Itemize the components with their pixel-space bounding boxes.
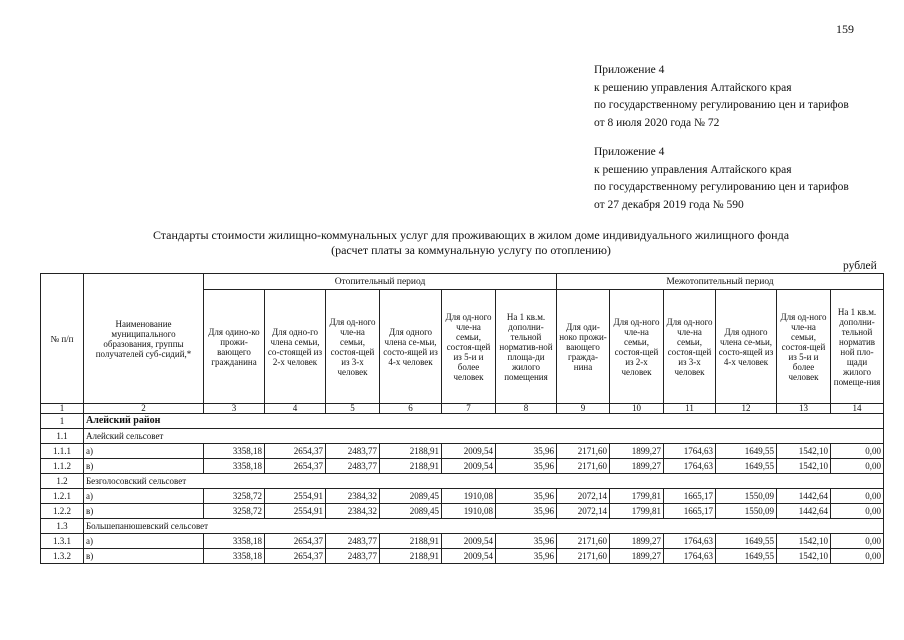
settlement-num: 1.3 [41, 519, 84, 534]
value-cell: 35,96 [496, 534, 557, 549]
value-cell: 35,96 [496, 549, 557, 564]
value-cell: 1649,55 [716, 459, 777, 474]
table-row [41, 534, 884, 549]
settlement-num: 1.1 [41, 429, 84, 444]
column-numbers-row [41, 404, 884, 414]
value-cell: 1542,10 [777, 444, 831, 459]
appendix-line: Приложение 4 [594, 146, 665, 158]
value-cell: 2009,54 [442, 549, 496, 564]
value-cell: 3258,72 [204, 489, 265, 504]
district-name: Алейский район [84, 414, 884, 429]
value-cell: 2384,32 [326, 504, 380, 519]
header-column: Для од-ного чле-на семьи, состоя-щей из 3-х человек [664, 290, 716, 404]
appendix-line: от 8 июля 2020 года № 72 [594, 116, 720, 129]
recipient-group: а) [84, 489, 204, 504]
value-cell: 2188,91 [380, 459, 442, 474]
appendix-block-1 [594, 62, 849, 132]
page-number: 159 [836, 22, 854, 36]
table-body [41, 404, 884, 564]
value-cell: 2089,45 [380, 504, 442, 519]
value-cell: 2483,77 [326, 534, 380, 549]
column-number: 13 [777, 404, 831, 414]
value-cell: 35,96 [496, 504, 557, 519]
value-cell: 1649,55 [716, 444, 777, 459]
column-number: 10 [610, 404, 664, 414]
document-title-line: Стандарты стоимости жилищно-коммунальных услуг для проживающих в жилом доме индивидуального жилищного фонда [152, 228, 790, 242]
header-column: Для одного члена се-мьи, состо-ящей из 4-х человек [380, 290, 442, 404]
header-column: Для од-ного чле-на семьи, состоя-щей из 2-х человек [610, 290, 664, 404]
settlement-name: Алейский сельсовет [84, 429, 884, 444]
value-cell: 2072,14 [557, 504, 610, 519]
column-number: 9 [557, 404, 610, 414]
value-cell: 1799,81 [610, 489, 664, 504]
value-cell: 1764,63 [664, 459, 716, 474]
value-cell: 2089,45 [380, 489, 442, 504]
value-cell: 1764,63 [664, 534, 716, 549]
value-cell: 35,96 [496, 444, 557, 459]
value-cell: 1649,55 [716, 549, 777, 564]
header-interheating-period: Межотопительный период [557, 274, 884, 290]
column-number: 12 [716, 404, 777, 414]
value-cell: 1550,09 [716, 489, 777, 504]
column-number: 11 [664, 404, 716, 414]
column-number: 1 [41, 404, 84, 414]
column-number: 4 [265, 404, 326, 414]
value-cell: 1899,27 [610, 549, 664, 564]
value-cell: 2009,54 [442, 459, 496, 474]
value-cell: 2171,60 [557, 549, 610, 564]
value-cell: 1899,27 [610, 534, 664, 549]
row-num: 1.3.2 [41, 549, 84, 564]
currency-label: рублей [843, 260, 877, 272]
value-cell: 2384,32 [326, 489, 380, 504]
row-num: 1.1.1 [41, 444, 84, 459]
table-row [41, 459, 884, 474]
value-cell: 2171,60 [557, 534, 610, 549]
value-cell: 2171,60 [557, 444, 610, 459]
value-cell: 2483,77 [326, 459, 380, 474]
value-cell: 2009,54 [442, 444, 496, 459]
column-number: 3 [204, 404, 265, 414]
document-title [40, 228, 902, 258]
value-cell: 2554,91 [265, 489, 326, 504]
district-row [41, 414, 884, 429]
header-column: На 1 кв.м. дополни-тельной норматив-ной площа-ди жилого помещения [496, 290, 557, 404]
recipient-group: а) [84, 534, 204, 549]
column-number: 14 [831, 404, 884, 414]
column-number: 5 [326, 404, 380, 414]
value-cell: 1665,17 [664, 504, 716, 519]
appendix-line: по государственному регулированию цен и тарифов [594, 99, 849, 111]
header-column: На 1 кв.м. дополни-тельной норматив ной пло-щади жилого помеще-ния [831, 290, 884, 404]
value-cell: 1910,08 [442, 489, 496, 504]
value-cell: 2654,37 [265, 444, 326, 459]
value-cell: 3358,18 [204, 444, 265, 459]
settlement-row [41, 429, 884, 444]
value-cell: 0,00 [831, 504, 884, 519]
recipient-group: в) [84, 459, 204, 474]
value-cell: 1542,10 [777, 534, 831, 549]
recipient-group: в) [84, 549, 204, 564]
value-cell: 2009,54 [442, 534, 496, 549]
value-cell: 3358,18 [204, 549, 265, 564]
value-cell: 35,96 [496, 489, 557, 504]
appendix-line: к решению управления Алтайского края [594, 81, 792, 94]
value-cell: 1542,10 [777, 549, 831, 564]
value-cell: 0,00 [831, 534, 884, 549]
value-cell: 2654,37 [265, 459, 326, 474]
value-cell: 3258,72 [204, 504, 265, 519]
value-cell: 1442,64 [777, 504, 831, 519]
recipient-group: в) [84, 504, 204, 519]
value-cell: 1442,64 [777, 489, 831, 504]
value-cell: 0,00 [831, 549, 884, 564]
header-num: № п/п [41, 274, 84, 404]
column-number: 8 [496, 404, 557, 414]
appendix-line: Приложение 4 [594, 64, 665, 76]
recipient-group: а) [84, 444, 204, 459]
column-number: 2 [84, 404, 204, 414]
value-cell: 1899,27 [610, 444, 664, 459]
header-column: Для одино-ко прожи-вающего гражданина [204, 290, 265, 404]
row-num: 1.3.1 [41, 534, 84, 549]
header-heating-period: Отопительный период [204, 274, 557, 290]
table-row [41, 504, 884, 519]
value-cell: 1899,27 [610, 459, 664, 474]
value-cell: 1764,63 [664, 549, 716, 564]
value-cell: 35,96 [496, 459, 557, 474]
value-cell: 2072,14 [557, 489, 610, 504]
appendix-line: по государственному регулированию цен и тарифов [594, 181, 849, 193]
appendix-block-2 [594, 144, 849, 214]
table-row [41, 549, 884, 564]
document-subtitle: (расчет платы за коммунальную услугу по отоплению) [331, 243, 611, 257]
value-cell: 1542,10 [777, 459, 831, 474]
settlement-row [41, 519, 884, 534]
header-name: Наименование муниципального образования, группы получателей суб-сидий,* [84, 274, 204, 404]
value-cell: 2188,91 [380, 549, 442, 564]
value-cell: 2654,37 [265, 549, 326, 564]
value-cell: 3358,18 [204, 534, 265, 549]
table-row [41, 489, 884, 504]
value-cell: 2188,91 [380, 534, 442, 549]
value-cell: 0,00 [831, 459, 884, 474]
district-num: 1 [41, 414, 84, 429]
value-cell: 1649,55 [716, 534, 777, 549]
column-number: 6 [380, 404, 442, 414]
value-cell: 1799,81 [610, 504, 664, 519]
appendix-line: от 27 декабря 2019 года № 590 [594, 198, 744, 211]
value-cell: 2483,77 [326, 549, 380, 564]
row-num: 1.2.2 [41, 504, 84, 519]
header-column: Для одного члена се-мьи, состо-ящей из 4-х человек [716, 290, 777, 404]
value-cell: 3358,18 [204, 459, 265, 474]
header-column: Для од-ного чле-на семьи, состоя-щей из 5-и и более человек [442, 290, 496, 404]
row-num: 1.1.2 [41, 459, 84, 474]
value-cell: 1665,17 [664, 489, 716, 504]
standards-table [40, 273, 884, 564]
value-cell: 1764,63 [664, 444, 716, 459]
settlement-row [41, 474, 884, 489]
header-column: Для одно-го члена семьи, со-стоящей из 2-х человек [265, 290, 326, 404]
appendix-line: к решению управления Алтайского края [594, 163, 792, 176]
settlement-num: 1.2 [41, 474, 84, 489]
value-cell: 2188,91 [380, 444, 442, 459]
value-cell: 2483,77 [326, 444, 380, 459]
value-cell: 2654,37 [265, 534, 326, 549]
settlement-name: Большепанюшевский сельсовет [84, 519, 884, 534]
value-cell: 2171,60 [557, 459, 610, 474]
column-number: 7 [442, 404, 496, 414]
settlement-name: Безголосовский сельсовет [84, 474, 884, 489]
value-cell: 1550,09 [716, 504, 777, 519]
value-cell: 0,00 [831, 489, 884, 504]
header-column: Для од-ного чле-на семьи, состоя-щей из 5-и и более человек [777, 290, 831, 404]
value-cell: 0,00 [831, 444, 884, 459]
header-column: Для од-ного чле-на семьи, состоя-щей из 3-х человек [326, 290, 380, 404]
value-cell: 1910,08 [442, 504, 496, 519]
value-cell: 2554,91 [265, 504, 326, 519]
row-num: 1.2.1 [41, 489, 84, 504]
table-row [41, 444, 884, 459]
header-column: Для оди-ноко прожи-вающего гражда-нина [557, 290, 610, 404]
